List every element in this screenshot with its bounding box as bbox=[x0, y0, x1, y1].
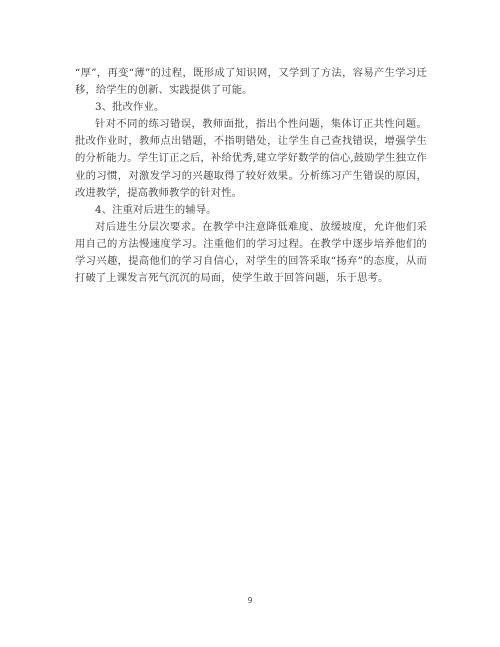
paragraph-tutoring: 对后进生分层次要求。在教学中注意降低难度、放缓坡度，允许他们采用自己的方法慢速度学习。注重他们的学习过程。在教学中逐步培养他们的学习兴趣，提高他们的学习自信心，对学生的回答采取“扬弃”的态度，从而打破了上课发言死气沉沉的局面，使学生敢于回答问题，乐于思考。 bbox=[75, 220, 427, 285]
section-heading-tutoring: 4、注重对后进生的辅导。 bbox=[95, 203, 217, 216]
paragraph-continuation: “厚”，再变“薄”的过程，既形成了知识网，又学到了方法，容易产生学习迁移，给学生的创新、实践提供了可能。 bbox=[75, 67, 427, 97]
paragraph-grading: 针对不同的练习错误，教师面批，指出个性问题，集体订正共性问题。批改作业时，教师点出错题，不指明错处，让学生自己查找错误，增强学生的分析能力。学生订正之后，补给优秀,建立学好数学的信心,鼓励学生独立作业的习惯，对激发学习的兴趣取得了较好效果。分析练习产生错误的原因，改进教学，提高教师教学的针对性。 bbox=[75, 118, 427, 199]
document-body bbox=[75, 65, 427, 287]
section-heading-grading: 3、批改作业。 bbox=[95, 101, 165, 114]
page-number: 9 bbox=[247, 596, 253, 605]
